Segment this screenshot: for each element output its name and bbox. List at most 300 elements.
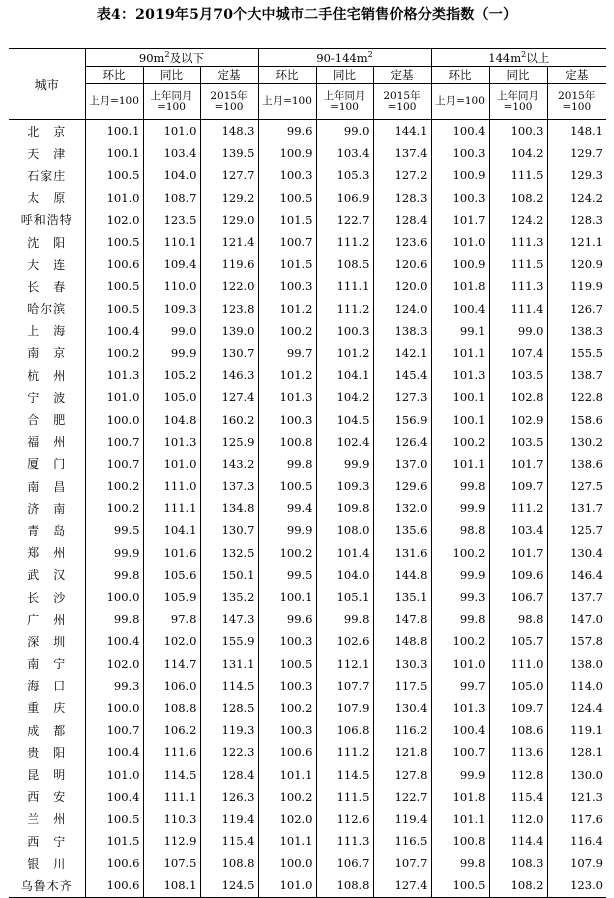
value-cell: 121.1: [547, 231, 606, 253]
value-cell: 100.5: [85, 231, 143, 253]
table-row: [9, 431, 606, 453]
value-cell: 99.1: [431, 320, 489, 342]
city-cell: 杭 州: [27, 368, 67, 383]
value-cell: 115.4: [200, 830, 258, 852]
value-cell: 116.2: [373, 719, 431, 741]
value-cell: 105.9: [143, 586, 200, 608]
value-cell: 99.9: [316, 453, 373, 475]
group-header-large: $144m^2$以上: [431, 49, 606, 67]
base-header: 上年同月=100: [489, 84, 547, 120]
value-cell: 100.7: [258, 231, 316, 253]
value-cell: 100.2: [258, 786, 316, 808]
table-row: [9, 408, 606, 430]
table-row: [9, 164, 606, 186]
table-title: 表4：2019年5月70个大中城市二手住宅销售价格分类指数（一）: [96, 7, 518, 23]
value-cell: 121.4: [200, 231, 258, 253]
sub-header: 环比: [85, 67, 143, 84]
value-cell: 99.9: [431, 763, 489, 785]
value-cell: 103.4: [316, 142, 373, 164]
value-cell: 100.1: [85, 120, 143, 143]
value-cell: 111.2: [489, 497, 547, 519]
value-cell: 99.9: [431, 564, 489, 586]
value-cell: 105.3: [316, 164, 373, 186]
value-cell: 100.2: [431, 542, 489, 564]
value-cell: 138.6: [547, 453, 606, 475]
header-row-groups: [9, 49, 606, 67]
value-cell: 119.9: [547, 275, 606, 297]
value-cell: 148.3: [200, 120, 258, 143]
value-cell: 104.2: [316, 386, 373, 408]
value-cell: 101.1: [431, 808, 489, 830]
value-cell: 137.4: [373, 142, 431, 164]
value-cell: 104.8: [143, 408, 200, 430]
value-cell: 146.3: [200, 364, 258, 386]
value-cell: 122.7: [373, 786, 431, 808]
value-cell: 126.4: [373, 431, 431, 453]
value-cell: 111.2: [316, 231, 373, 253]
city-cell: 贵 阳: [27, 745, 67, 760]
value-cell: 101.7: [489, 453, 547, 475]
city-cell: 深 圳: [27, 634, 67, 649]
value-cell: 101.0: [431, 653, 489, 675]
value-cell: 106.0: [143, 675, 200, 697]
value-cell: 108.7: [143, 187, 200, 209]
table-row: [9, 874, 606, 897]
value-cell: 100.6: [85, 852, 143, 874]
city-cell: 银 川: [27, 856, 67, 871]
value-cell: 101.8: [431, 275, 489, 297]
value-cell: 100.4: [85, 786, 143, 808]
value-cell: 119.6: [200, 253, 258, 275]
value-cell: 111.3: [316, 830, 373, 852]
value-cell: 129.0: [200, 209, 258, 231]
value-cell: 100.6: [258, 741, 316, 763]
table-row: [9, 653, 606, 675]
value-cell: 128.3: [373, 187, 431, 209]
value-cell: 123.0: [547, 874, 606, 897]
value-cell: 100.2: [85, 475, 143, 497]
value-cell: 138.3: [373, 320, 431, 342]
value-cell: 100.1: [431, 386, 489, 408]
value-cell: 100.2: [258, 542, 316, 564]
city-cell: 福 州: [27, 435, 67, 450]
value-cell: 100.0: [85, 586, 143, 608]
value-cell: 107.9: [316, 697, 373, 719]
value-cell: 148.1: [547, 120, 606, 143]
value-cell: 105.0: [143, 386, 200, 408]
value-cell: 114.5: [316, 763, 373, 785]
value-cell: 101.1: [431, 453, 489, 475]
table-row: [9, 453, 606, 475]
value-cell: 137.7: [547, 586, 606, 608]
value-cell: 125.7: [547, 519, 606, 541]
city-cell: 长 沙: [27, 590, 67, 605]
base-header: 上年同月=100: [143, 84, 200, 120]
value-cell: 100.2: [258, 697, 316, 719]
value-cell: 103.5: [489, 431, 547, 453]
value-cell: 111.0: [143, 475, 200, 497]
table-row: [9, 608, 606, 630]
table-row: [9, 586, 606, 608]
value-cell: 110.3: [143, 808, 200, 830]
value-cell: 110.0: [143, 275, 200, 297]
value-cell: 119.3: [200, 719, 258, 741]
value-cell: 135.2: [200, 586, 258, 608]
value-cell: 101.0: [258, 874, 316, 897]
value-cell: 97.8: [143, 608, 200, 630]
value-cell: 122.7: [316, 209, 373, 231]
value-cell: 101.3: [85, 364, 143, 386]
value-cell: 132.5: [200, 542, 258, 564]
value-cell: 100.8: [431, 830, 489, 852]
value-cell: 103.4: [143, 142, 200, 164]
value-cell: 100.3: [258, 164, 316, 186]
value-cell: 122.3: [200, 741, 258, 763]
city-cell: 成 都: [27, 723, 67, 738]
value-cell: 120.0: [373, 275, 431, 297]
value-cell: 100.3: [489, 120, 547, 143]
value-cell: 130.3: [373, 653, 431, 675]
value-cell: 100.3: [258, 630, 316, 652]
value-cell: 117.6: [547, 808, 606, 830]
value-cell: 111.3: [489, 231, 547, 253]
value-cell: 117.5: [373, 675, 431, 697]
value-cell: 99.7: [258, 342, 316, 364]
value-cell: 111.4: [489, 298, 547, 320]
city-cell: 合 肥: [27, 413, 67, 428]
value-cell: 114.7: [143, 653, 200, 675]
value-cell: 100.0: [85, 408, 143, 430]
city-cell: 重 庆: [27, 701, 67, 716]
value-cell: 128.3: [547, 209, 606, 231]
table-row: [9, 852, 606, 874]
value-cell: 127.7: [200, 164, 258, 186]
city-cell: 兰 州: [27, 812, 67, 827]
value-cell: 107.7: [373, 852, 431, 874]
value-cell: 120.6: [373, 253, 431, 275]
city-cell: 哈尔滨: [27, 302, 67, 317]
value-cell: 128.4: [373, 209, 431, 231]
value-cell: 100.1: [85, 142, 143, 164]
city-cell: 西 安: [27, 790, 67, 805]
value-cell: 104.5: [316, 408, 373, 430]
value-cell: 135.6: [373, 519, 431, 541]
value-cell: 99.0: [143, 320, 200, 342]
value-cell: 101.2: [258, 298, 316, 320]
value-cell: 100.4: [85, 630, 143, 652]
value-cell: 112.9: [143, 830, 200, 852]
value-cell: 100.2: [85, 342, 143, 364]
header-row-sub: [9, 67, 606, 84]
value-cell: 120.9: [547, 253, 606, 275]
value-cell: 129.2: [200, 187, 258, 209]
value-cell: 102.0: [85, 653, 143, 675]
value-cell: 99.5: [258, 564, 316, 586]
value-cell: 137.0: [373, 453, 431, 475]
value-cell: 102.0: [258, 808, 316, 830]
value-cell: 100.7: [85, 431, 143, 453]
table-row: [9, 564, 606, 586]
value-cell: 99.3: [85, 675, 143, 697]
value-cell: 100.5: [258, 187, 316, 209]
value-cell: 124.0: [373, 298, 431, 320]
value-cell: 119.4: [373, 808, 431, 830]
value-cell: 110.1: [143, 231, 200, 253]
value-cell: 102.9: [489, 408, 547, 430]
value-cell: 100.5: [85, 808, 143, 830]
value-cell: 106.9: [316, 187, 373, 209]
value-cell: 100.3: [258, 719, 316, 741]
value-cell: 100.4: [431, 298, 489, 320]
value-cell: 101.3: [431, 364, 489, 386]
value-cell: 157.8: [547, 630, 606, 652]
value-cell: 145.4: [373, 364, 431, 386]
value-cell: 100.2: [85, 497, 143, 519]
value-cell: 101.6: [143, 542, 200, 564]
value-cell: 101.4: [316, 542, 373, 564]
city-cell: 石家庄: [27, 168, 67, 183]
value-cell: 147.0: [547, 608, 606, 630]
value-cell: 102.0: [143, 630, 200, 652]
value-cell: 108.8: [200, 852, 258, 874]
city-cell: 太 原: [27, 191, 67, 206]
value-cell: 122.0: [200, 275, 258, 297]
value-cell: 99.0: [316, 120, 373, 143]
value-cell: 112.6: [316, 808, 373, 830]
table-row: [9, 519, 606, 541]
value-cell: 132.0: [373, 497, 431, 519]
city-cell: 北 京: [27, 124, 67, 139]
table-row: [9, 497, 606, 519]
sub-header: 定基: [373, 67, 431, 84]
value-cell: 126.3: [200, 786, 258, 808]
table-row: [9, 830, 606, 852]
value-cell: 156.9: [373, 408, 431, 430]
city-cell: 天 津: [27, 146, 67, 161]
value-cell: 99.9: [85, 542, 143, 564]
value-cell: 108.6: [489, 719, 547, 741]
value-cell: 100.8: [258, 431, 316, 453]
value-cell: 106.7: [489, 586, 547, 608]
value-cell: 101.0: [85, 187, 143, 209]
value-cell: 105.0: [489, 675, 547, 697]
value-cell: 100.5: [258, 653, 316, 675]
value-cell: 105.1: [316, 586, 373, 608]
sub-header: 定基: [200, 67, 258, 84]
value-cell: 109.3: [143, 298, 200, 320]
value-cell: 147.8: [373, 608, 431, 630]
city-cell: 宁 波: [27, 390, 67, 405]
value-cell: 100.2: [431, 431, 489, 453]
city-cell: 广 州: [27, 612, 67, 627]
value-cell: 98.8: [489, 608, 547, 630]
value-cell: 108.2: [489, 187, 547, 209]
value-cell: 107.5: [143, 852, 200, 874]
value-cell: 129.3: [547, 164, 606, 186]
value-cell: 104.2: [489, 142, 547, 164]
value-cell: 111.1: [143, 497, 200, 519]
value-cell: 99.8: [431, 608, 489, 630]
value-cell: 109.8: [316, 497, 373, 519]
value-cell: 139.5: [200, 142, 258, 164]
value-cell: 99.9: [258, 519, 316, 541]
value-cell: 138.3: [547, 320, 606, 342]
table-row: [9, 253, 606, 275]
value-cell: 99.3: [431, 586, 489, 608]
city-cell: 西 宁: [27, 834, 67, 849]
value-cell: 100.5: [85, 164, 143, 186]
value-cell: 116.5: [373, 830, 431, 852]
value-cell: 111.3: [489, 275, 547, 297]
table-body: [9, 120, 606, 898]
sub-header: 环比: [258, 67, 316, 84]
value-cell: 100.9: [431, 253, 489, 275]
value-cell: 106.8: [316, 719, 373, 741]
value-cell: 111.1: [316, 275, 373, 297]
value-cell: 101.8: [431, 786, 489, 808]
value-cell: 114.0: [547, 675, 606, 697]
value-cell: 101.7: [431, 209, 489, 231]
value-cell: 124.5: [200, 874, 258, 897]
city-cell: 沈 阳: [27, 235, 67, 250]
value-cell: 108.0: [316, 519, 373, 541]
value-cell: 108.8: [316, 874, 373, 897]
table-row: [9, 142, 606, 164]
value-cell: 114.5: [200, 675, 258, 697]
value-cell: 101.5: [85, 830, 143, 852]
value-cell: 100.1: [431, 408, 489, 430]
value-cell: 127.4: [373, 874, 431, 897]
city-cell: 南 宁: [27, 657, 67, 672]
value-cell: 100.3: [258, 675, 316, 697]
value-cell: 99.6: [258, 608, 316, 630]
value-cell: 100.2: [431, 630, 489, 652]
city-cell: 乌鲁木齐: [9, 874, 85, 897]
value-cell: 131.1: [200, 653, 258, 675]
value-cell: 142.1: [373, 342, 431, 364]
value-cell: 112.8: [489, 763, 547, 785]
base-header: 2015年=100: [373, 84, 431, 120]
city-cell: 长 春: [27, 279, 67, 294]
value-cell: 111.2: [316, 741, 373, 763]
value-cell: 138.7: [547, 364, 606, 386]
table-row: [9, 741, 606, 763]
value-cell: 99.8: [85, 564, 143, 586]
value-cell: 112.1: [316, 653, 373, 675]
value-cell: 143.2: [200, 453, 258, 475]
value-cell: 100.0: [85, 697, 143, 719]
value-cell: 129.6: [373, 475, 431, 497]
value-cell: 106.2: [143, 719, 200, 741]
table-row: [9, 298, 606, 320]
value-cell: 99.8: [431, 475, 489, 497]
value-cell: 102.4: [316, 431, 373, 453]
table-row: [9, 209, 606, 231]
value-cell: 155.9: [200, 630, 258, 652]
base-header: 上年同月=100: [316, 84, 373, 120]
city-cell: 南 京: [27, 346, 67, 361]
value-cell: 130.0: [547, 763, 606, 785]
city-cell: 厦 门: [27, 457, 67, 472]
table-row: [9, 719, 606, 741]
header-row-base: [9, 84, 606, 120]
city-header: 城市: [9, 49, 85, 120]
value-cell: 108.3: [489, 852, 547, 874]
value-cell: 101.1: [258, 830, 316, 852]
value-cell: 107.7: [316, 675, 373, 697]
sub-header: 定基: [547, 67, 606, 84]
value-cell: 101.3: [143, 431, 200, 453]
value-cell: 126.7: [547, 298, 606, 320]
city-cell: 郑 州: [27, 546, 67, 561]
value-cell: 146.4: [547, 564, 606, 586]
value-cell: 100.2: [258, 320, 316, 342]
value-cell: 100.7: [85, 719, 143, 741]
value-cell: 105.6: [143, 564, 200, 586]
value-cell: 105.7: [489, 630, 547, 652]
value-cell: 113.6: [489, 741, 547, 763]
value-cell: 148.8: [373, 630, 431, 652]
sub-header: 同比: [316, 67, 373, 84]
value-cell: 121.8: [373, 741, 431, 763]
value-cell: 100.4: [85, 741, 143, 763]
value-cell: 99.0: [489, 320, 547, 342]
value-cell: 128.5: [200, 697, 258, 719]
city-cell: 青 岛: [27, 523, 67, 538]
value-cell: 102.8: [489, 386, 547, 408]
base-header: 上月=100: [85, 84, 143, 120]
value-cell: 101.0: [143, 120, 200, 143]
table-row: [9, 808, 606, 830]
value-cell: 111.1: [143, 786, 200, 808]
table-row: [9, 364, 606, 386]
value-cell: 101.0: [143, 453, 200, 475]
value-cell: 139.0: [200, 320, 258, 342]
table-row: [9, 763, 606, 785]
sub-header: 同比: [489, 67, 547, 84]
value-cell: 115.4: [489, 786, 547, 808]
value-cell: 101.1: [258, 763, 316, 785]
table-row: [9, 475, 606, 497]
value-cell: 103.4: [489, 519, 547, 541]
value-cell: 121.3: [547, 786, 606, 808]
value-cell: 99.8: [85, 608, 143, 630]
value-cell: 99.8: [258, 453, 316, 475]
value-cell: 100.6: [85, 253, 143, 275]
table-row: [9, 675, 606, 697]
sub-header: 环比: [431, 67, 489, 84]
value-cell: 144.1: [373, 120, 431, 143]
value-cell: 111.5: [489, 164, 547, 186]
city-cell: 南 昌: [27, 479, 67, 494]
value-cell: 127.3: [373, 386, 431, 408]
value-cell: 127.4: [200, 386, 258, 408]
value-cell: 109.3: [316, 475, 373, 497]
value-cell: 138.0: [547, 653, 606, 675]
value-cell: 99.5: [85, 519, 143, 541]
table-row: [9, 630, 606, 652]
value-cell: 111.5: [489, 253, 547, 275]
value-cell: 100.5: [258, 475, 316, 497]
value-cell: 98.8: [431, 519, 489, 541]
value-cell: 99.8: [316, 608, 373, 630]
value-cell: 100.3: [316, 320, 373, 342]
value-cell: 102.0: [85, 209, 143, 231]
value-cell: 102.6: [316, 630, 373, 652]
value-cell: 131.7: [547, 497, 606, 519]
value-cell: 100.3: [258, 275, 316, 297]
city-cell: 呼和浩特: [20, 213, 73, 228]
